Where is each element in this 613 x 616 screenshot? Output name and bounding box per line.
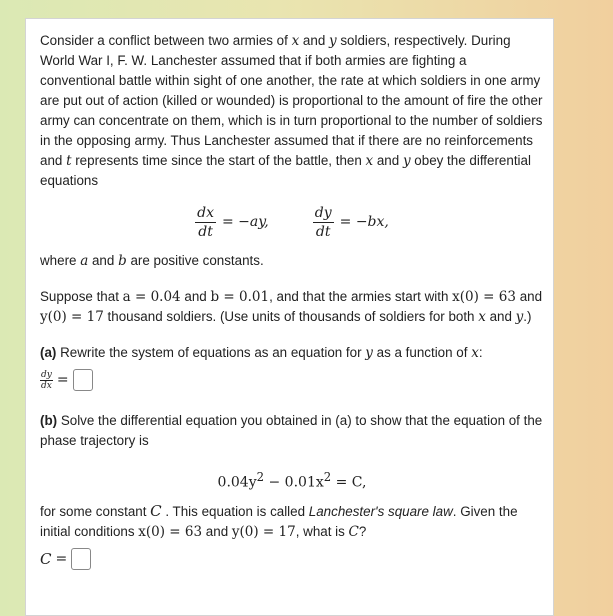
- fraction-dy-dt: $\frac{dy}{dt}$: [314, 204, 332, 240]
- part-a-question: (a) Rewrite the system of equations as an equation for y as a function of x:: [40, 345, 483, 361]
- var-y: y: [329, 33, 337, 49]
- part-a-answer-input[interactable]: [73, 369, 93, 391]
- part-b-question: (b) Solve the differential equation you obtained in (a) to show that the equation of the phase trajectory is: [40, 413, 543, 448]
- var-y: y: [402, 153, 411, 169]
- part-a-answer-row: $\frac{dy}{dx}$ =: [40, 365, 544, 395]
- suppose-paragraph: Suppose that a = 0.04 and b = 0.01, and that the armies start with x(0) = 63 and y(0) = 17 thousand soldiers. (Use units of thousands of soldiers for both x and y.): [40, 289, 543, 325]
- var-x: x: [291, 33, 300, 49]
- differential-equations: [40, 197, 544, 247]
- var-x: x: [365, 153, 374, 169]
- problem-content: [40, 31, 544, 574]
- part-b-answer-row: C =: [40, 544, 544, 574]
- fraction-dy-dx: $\frac{dy}{dx}$: [41, 369, 52, 391]
- intro-paragraph: Consider a conflict between two armies of x and y soldiers, respectively. During World War I, F. W. Lanchester assumed that if both armies are fighting a conventional battle within sight of one another, the rate at which soldiers in one army are put out of action (killed or wounded) is proportional to the amount of fire the other army can concentrate on them, which is in turn proportional to the number of soldiers in the opposing army. Thus Lanchester assumed that if there are no reinforcements and t represents time since the start of the battle, then x and y obey the differential equations: [40, 33, 543, 188]
- equation-dy-dt: $\frac{dy}{dt}$ = −bx,: [314, 204, 389, 240]
- where-paragraph: where a and b are positive constants.: [40, 253, 264, 269]
- part-a-label: (a): [40, 345, 57, 360]
- part-b-label: (b): [40, 413, 58, 428]
- fraction-dx-dt: $\frac{dx}{dt}$: [197, 204, 214, 240]
- square-law-equation: $0.04y^2 - 0.01x^2 = C$,: [217, 470, 367, 491]
- part-b-answer-input[interactable]: [71, 548, 91, 570]
- var-t: t: [66, 153, 72, 169]
- part-b-followup: for some constant C . This equation is called Lanchester's square law. Given the initial conditions x(0) = 63 and y(0) = 17, what is C?: [40, 502, 518, 540]
- problem-card: [25, 18, 554, 616]
- equation-dx-dt: $\frac{dx}{dt}$ = −ay,: [197, 204, 269, 240]
